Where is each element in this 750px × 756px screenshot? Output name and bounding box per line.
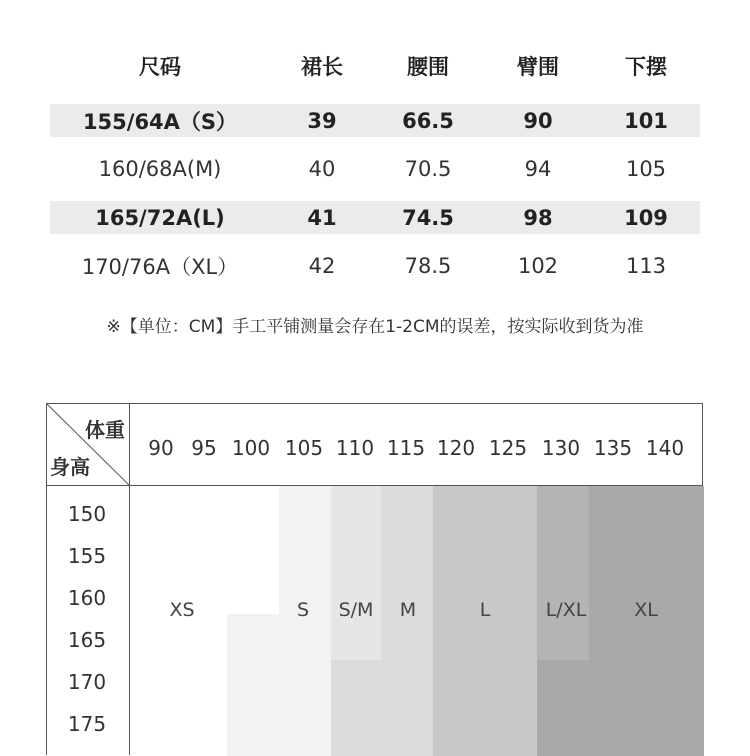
table-cell: 66.5 xyxy=(402,108,454,133)
size-table-header xyxy=(50,46,700,86)
table-cell: 78.5 xyxy=(404,254,452,278)
header-skirt-length: 裙长 xyxy=(301,55,343,79)
table-cell: 165/72A(L) xyxy=(95,205,225,230)
size-label-l-xl: L/XL xyxy=(545,599,587,621)
table-row xyxy=(50,201,700,234)
zone-s xyxy=(279,486,331,756)
zone-l xyxy=(433,486,537,756)
table-cell: 109 xyxy=(624,205,668,230)
size-label-xs: XS xyxy=(169,599,195,621)
weight-label: 110 xyxy=(335,436,375,460)
table-cell: 102 xyxy=(517,254,559,278)
header-size: 尺码 xyxy=(139,55,181,79)
weight-label: 90 xyxy=(148,436,174,460)
size-label-s: S xyxy=(296,599,310,621)
table-cell: 170/76A（XL） xyxy=(81,255,239,279)
weight-label: 140 xyxy=(645,436,685,460)
table-cell: 90 xyxy=(523,108,553,133)
height-label: 170 xyxy=(67,670,107,694)
table-cell: 101 xyxy=(624,108,668,133)
weight-label: 130 xyxy=(541,436,581,460)
weight-label: 120 xyxy=(436,436,476,460)
table-cell: 40 xyxy=(308,157,336,181)
size-fit-grid xyxy=(46,403,703,755)
table-cell: 42 xyxy=(308,254,336,278)
size-label-xl: XL xyxy=(634,599,658,621)
weight-label: 105 xyxy=(284,436,324,460)
size-table xyxy=(50,46,700,298)
height-label: 165 xyxy=(67,628,107,652)
header-waist: 腰围 xyxy=(407,55,449,79)
zone-s-m xyxy=(331,486,381,660)
table-cell: 155/64A（S） xyxy=(82,109,238,134)
weight-axis xyxy=(130,404,702,486)
zone-l-xl xyxy=(537,486,589,660)
size-zones xyxy=(130,486,702,755)
table-cell: 39 xyxy=(307,108,337,133)
zone-xl-lower xyxy=(537,660,589,756)
weight-label: 100 xyxy=(231,436,271,460)
weight-label: 115 xyxy=(386,436,426,460)
corner-weight-label: 体重 xyxy=(85,418,125,442)
grid-corner xyxy=(47,404,130,486)
table-row xyxy=(50,137,700,201)
table-cell: 70.5 xyxy=(404,157,452,181)
size-label-l: L xyxy=(479,599,491,621)
weight-label: 125 xyxy=(488,436,528,460)
height-label: 150 xyxy=(67,502,107,526)
table-row xyxy=(50,234,700,298)
corner-height-label: 身高 xyxy=(50,455,90,479)
table-cell: 105 xyxy=(625,157,667,181)
table-cell: 41 xyxy=(307,205,337,230)
header-hem: 下摆 xyxy=(625,55,667,79)
height-label: 160 xyxy=(67,586,107,610)
zone-m-lower xyxy=(331,660,381,756)
zone-xl xyxy=(589,486,704,756)
zone-m xyxy=(381,486,433,756)
table-cell: 94 xyxy=(524,157,552,181)
height-axis xyxy=(47,486,130,755)
table-cell: 113 xyxy=(625,254,667,278)
height-label: 155 xyxy=(67,544,107,568)
measurement-note: ※【单位：CM】手工平铺测量会存在1-2CM的误差，按实际收到货为准 xyxy=(106,317,644,337)
size-label-s-m: S/M xyxy=(338,599,374,621)
header-arm: 臂围 xyxy=(517,55,559,79)
table-row xyxy=(50,104,700,137)
weight-label: 135 xyxy=(593,436,633,460)
table-cell: 98 xyxy=(523,205,553,230)
zone-s-lower xyxy=(227,614,279,756)
height-label: 175 xyxy=(67,712,107,736)
weight-label: 95 xyxy=(191,436,217,460)
table-cell: 160/68A(M) xyxy=(98,157,222,181)
table-cell: 74.5 xyxy=(402,205,454,230)
size-label-m: M xyxy=(399,599,417,621)
